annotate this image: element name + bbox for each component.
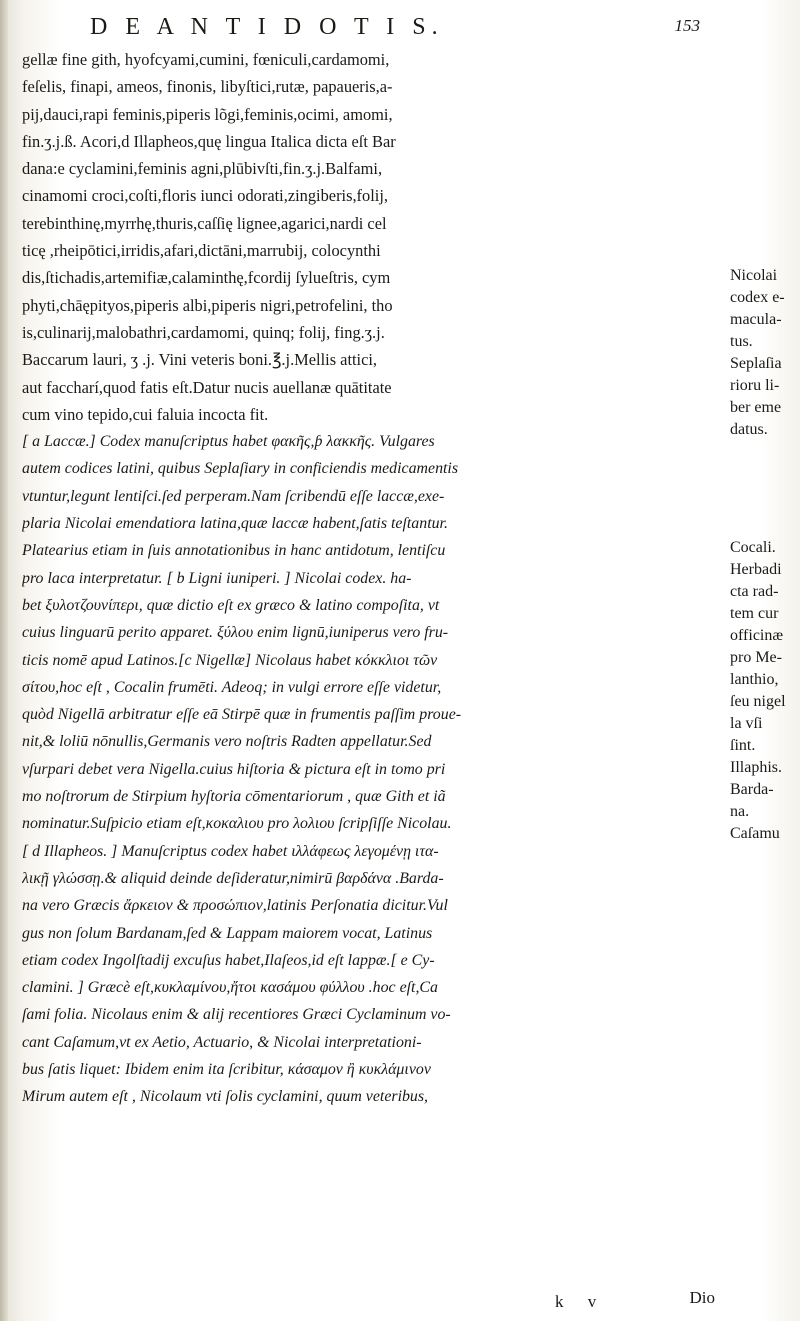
margin-note: ſint. [730,737,756,754]
margin-note: na. [730,803,750,820]
margin-note: lanthio, [730,671,779,688]
margin-note: Barda- [730,781,774,798]
annotation-line: vtuntur,legunt lentiſci.ſed perperam.Nam ſcribendū eſſe laccæ,exe- [22,487,445,505]
annotation-line: nominatur.Suſpicio etiam eſt,κοκαλιου pro λολιου ſcripſiſſe Nicolau. [22,815,452,833]
text-line: Baccarum lauri, ʒ .j. Vini veteris boni.℥.j.Mellis attici, [22,350,378,370]
annotation-line: σίτου,hoc eſt , Cocalin frumēti. Adeoq; in vulgi errore eſſe videtur, [22,678,442,696]
running-title: D E A N T I D O T I S. [90,14,444,40]
annotation-line: nit,& loliū nōnullis,Germanis vero noſtris Radten appellatur.Sed [22,733,432,751]
margin-note: Seplaſia [730,355,782,372]
margin-note: cta rad- [730,583,779,600]
marginal-notes [730,265,800,845]
margin-note: la vſi [730,715,763,732]
annotation-line: clamini. ] Græcè eſt,κυκλαμίνου,ἤτοι κασάμου φύλλου .hoc eſt,Ca [22,979,438,997]
margin-note: Nicolai [730,267,778,284]
annotation-line: plaria Nicolai emendatiora latina,quæ laccæ habent,ſatis teſtantur. [22,515,448,533]
text-line: aut faccharí,quod fatis eſt.Datur nucis auellanæ quātitate [22,377,392,397]
annotation-line: na vero Græcis ἄρκειον & προσώπιον,latinis Perſonatia dicitur.Vul [22,897,448,915]
text-line: terebinthinę,myrrhę,thuris,caſſię lignee,agarici,nardi cel [22,213,387,233]
page-number: 153 [674,16,700,35]
annotations-paragraph [22,428,728,1110]
text-line: cinamomi croci,coſti,floris iunci odorati,zingiberis,folij, [22,186,388,206]
text-line: phyti,chāępityos,piperis albi,piperis nigri,petrofelini, tho [22,295,393,315]
annotation-line: bet ξυλοτζουνίπερι, quæ dictio eſt ex græco & latino compoſita, vt [22,596,440,614]
recipe-paragraph [22,46,728,428]
text-line: pij,dauci,rapi feminis,piperis lõgi,feminis,ocimi, amomi, [22,104,393,124]
text-line: dis,ſtichadis,artemifiæ,calaminthę,fcordij ſylueſtris, cym [22,268,391,288]
text-line: is,culinarij,malobathri,cardamomi, quinq; folij, fing.ʒ.j. [22,322,385,342]
annotation-line: ſami folia. Nicolaus enim & alij recentiores Græci Cyclaminum vo- [22,1006,451,1024]
annotation-line: gus non ſolum Bardanam,ſed & Lappam maiorem vocat, Latinus [22,924,433,942]
annotation-line: [ d Illapheos. ] Manuſcriptus codex habet ιλλάφεως λεγομένῃ ιτα- [22,842,439,860]
margin-note: macula- [730,311,782,328]
text-line: gellæ fine gith, hyofcyami,cumini, fœniculi,cardamomi, [22,50,390,69]
margin-note: officinæ [730,627,784,644]
running-head [90,14,700,44]
margin-note: Caſamu [730,825,780,842]
annotation-line: [ a Laccæ.] Codex manuſcriptus habet φακῆς,ƥ λακκῆς. Vulgares [22,433,435,451]
annotation-line: quòd Nigellā arbitratur eſſe eā Stirpē quæ in frumentis paſſim proue- [22,706,462,724]
text-line: cum vino tepido,cui faluia incocta fit. [22,404,269,424]
margin-note: datus. [730,421,768,438]
main-text-block [22,46,728,1111]
annotation-line: pro laca interpretatur. [ b Ligni iuniperi. ] Nicolai codex. ha- [22,569,412,587]
annotation-line: cant Caſamum,vt ex Aetio, Actuario, & Nicolai interpretationi- [22,1033,422,1051]
margin-note: Herbadi [730,561,782,578]
catchword: Dio [689,1288,715,1307]
signature-mark: k v [555,1292,607,1311]
annotation-line: autem codices latini, quibus Seplaſiary in conficiendis medicamentis [22,460,459,478]
annotation-line: ticis nomē apud Latinos.[c Nigellæ] Nicolaus habet κόκκλιοι τῶν [22,651,438,669]
margin-note: codex e- [730,289,785,306]
text-line: fin.ʒ.j.ß. Acori,d Illapheos,quę lingua Italica dicta eſt Bar [22,131,396,151]
annotation-line: Mirum autem eſt , Nicolaum vti ſolis cyclamini, quum veteribus, [22,1088,429,1106]
text-line: ticę ,rheipōtici,irridis,afari,dictāni,marrubij, colocynthi [22,241,381,261]
annotation-line: λικῇ γλώσσῃ.& aliquid deinde deſideratur,nimirū βαρδάνα .Barda- [22,869,444,887]
page-footer [555,1288,715,1316]
annotation-line: etiam codex Ingolſtadij excuſus habet,Ilaſeos,id eſt lappæ.[ e Cy- [22,951,435,969]
annotation-line: Platearius etiam in ſuis annotationibus in hanc antidotum, lentiſcu [22,542,446,560]
text-line: feſelis, finapi, ameos, finonis, libyſtici,rutæ, papaueris,a- [22,77,393,97]
margin-note: ber eme [730,399,782,416]
margin-note: rioru li- [730,377,780,394]
annotation-line: cuius linguarū perito apparet. ξύλου enim lignū,iuniperus vero fru- [22,624,449,642]
page-gutter-shadow [0,0,8,1321]
margin-note: Cocali. [730,539,776,556]
annotation-line: mo noſtrorum de Stirpium hyſtoria cōmentariorum , quæ Gith et iã [22,788,446,806]
margin-note: ſeu nigel [730,693,786,710]
annotation-line: bus ſatis liquet: Ibidem enim ita ſcribitur, κάσαμον ἢ κυκλάμινον [22,1060,431,1078]
margin-note: tem cur [730,605,779,622]
margin-note: pro Me- [730,649,782,666]
annotation-line: vſurpari debet vera Nigella.cuius hiſtoria & pictura eſt in tomo pri [22,760,446,778]
text-line: dana:e cyclamini,feminis agni,plūbivſti,fin.ʒ.j.Balfami, [22,159,383,179]
margin-note: tus. [730,333,753,350]
margin-note: Illaphis. [730,759,782,776]
